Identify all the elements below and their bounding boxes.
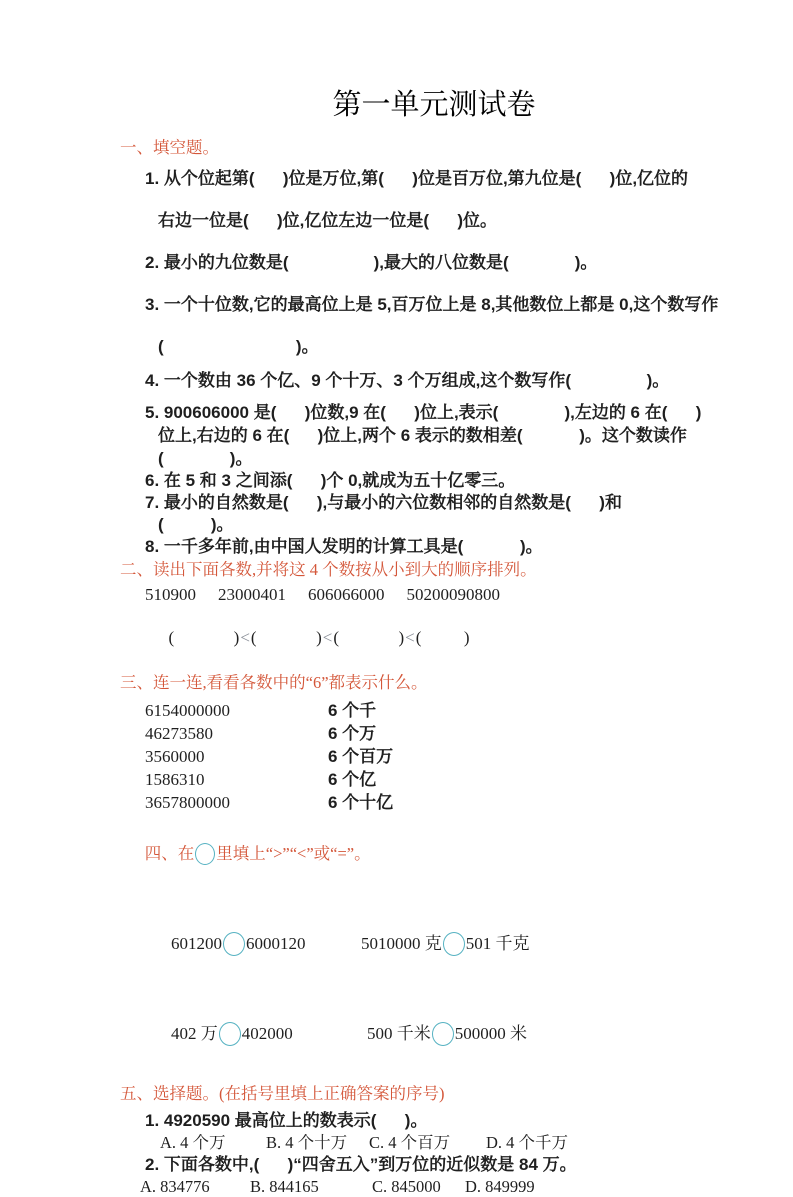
compare-row xyxy=(120,995,748,1073)
s1-q8: 8. 一千多年前,由中国人发明的计算工具是( )。 xyxy=(145,537,543,557)
compare-right: 6000120 xyxy=(246,934,306,954)
section-4-heading xyxy=(120,815,748,893)
s2-number-list xyxy=(120,585,748,605)
match-label: 6 个百万 xyxy=(328,747,394,767)
match-label: 6 个万 xyxy=(328,724,377,744)
section-5-heading: 五、选择题。(在括号里填上正确答案的序号) xyxy=(120,1084,445,1104)
compare-circle-icon xyxy=(443,932,465,956)
s2-number: 606066000 xyxy=(308,585,385,605)
section-3-heading: 三、连一连,看看各数中的“6”都表示什么。 xyxy=(120,673,428,693)
match-row xyxy=(120,723,748,744)
choice-d: D. 4 个千万 xyxy=(486,1133,569,1153)
s1-q7-line1: 7. 最小的自然数是( ),与最小的六位数相邻的自然数是( )和 xyxy=(145,493,622,513)
s4-heading-pre: 四、在 xyxy=(144,844,195,864)
choice-a: A. 834776 xyxy=(140,1177,210,1197)
match-label: 6 个十亿 xyxy=(328,793,394,813)
compare-left: 5010000 克 xyxy=(361,934,442,954)
compare-left: 500 千米 xyxy=(367,1024,431,1044)
compare-right: 402000 xyxy=(241,1024,293,1044)
s5-q2: 2. 下面各数中,( )“四舍五入”到万位的近似数是 84 万。 xyxy=(145,1155,577,1175)
choice-d: D. 849999 xyxy=(465,1177,535,1197)
compare-pair xyxy=(327,905,530,983)
less-than-sign: < xyxy=(405,628,415,648)
match-number: 46273580 xyxy=(145,724,213,744)
s1-q5-line1: 5. 900606000 是( )位数,9 在( )位上,表示( ),左边的 6 在( ) xyxy=(145,403,702,423)
match-row xyxy=(120,746,748,767)
compare-pair xyxy=(137,995,333,1073)
choice-a: A. 4 个万 xyxy=(160,1133,226,1153)
compare-row xyxy=(120,905,748,983)
choice-c: C. 845000 xyxy=(372,1177,441,1197)
match-number: 3657800000 xyxy=(145,793,230,813)
answer-slot: ( ) xyxy=(250,628,322,648)
answer-slot: ( ) xyxy=(333,628,405,648)
match-row xyxy=(120,700,748,721)
section-1-heading: 一、填空题。 xyxy=(120,138,219,158)
match-label: 6 个亿 xyxy=(328,770,377,790)
compare-right: 501 千克 xyxy=(465,934,530,954)
compare-pair xyxy=(137,905,327,983)
choice-c: C. 4 个百万 xyxy=(369,1133,451,1153)
compare-left: 601200 xyxy=(171,934,222,954)
s4-heading-post: 里填上“>”“<”或“=”。 xyxy=(216,844,371,864)
s1-q5-line2: 位上,右边的 6 在( )位上,两个 6 表示的数相差( )。这个数读作 xyxy=(158,426,687,446)
compare-right: 500000 米 xyxy=(454,1024,527,1044)
compare-circle-icon xyxy=(195,843,215,865)
match-number: 6154000000 xyxy=(145,701,230,721)
less-than-sign: < xyxy=(240,628,250,648)
s2-number: 50200090800 xyxy=(406,585,500,605)
match-label: 6 个千 xyxy=(328,701,377,721)
choice-b: B. 4 个十万 xyxy=(266,1133,348,1153)
section-2-heading: 二、读出下面各数,并将这 4 个数按从小到大的顺序排列。 xyxy=(120,560,537,580)
s2-ordering-blanks xyxy=(120,608,748,668)
compare-circle-icon xyxy=(223,932,245,956)
answer-slot: ( ) xyxy=(415,628,470,648)
s1-q4: 4. 一个数由 36 个亿、9 个十万、3 个万组成,这个数写作( )。 xyxy=(145,371,670,391)
paper-content xyxy=(120,86,748,1197)
s1-q2: 2. 最小的九位数是( ),最大的八位数是( )。 xyxy=(145,253,598,273)
choice-b: B. 844165 xyxy=(250,1177,319,1197)
s5-q1: 1. 4920590 最高位上的数表示( )。 xyxy=(145,1111,428,1131)
s1-q1-line2: 右边一位是( )位,亿位左边一位是( )位。 xyxy=(158,211,498,231)
s5-q2-choices xyxy=(120,1177,748,1197)
match-number: 3560000 xyxy=(145,747,205,767)
compare-circle-icon xyxy=(219,1022,241,1046)
answer-slot: ( ) xyxy=(168,628,240,648)
s1-q3-line2: ( )。 xyxy=(158,337,319,357)
match-number: 1586310 xyxy=(145,770,205,790)
s1-q3-line1: 3. 一个十位数,它的最高位上是 5,百万位上是 8,其他数位上都是 0,这个数写作 xyxy=(145,295,719,315)
s2-number: 23000401 xyxy=(218,585,286,605)
compare-circle-icon xyxy=(432,1022,454,1046)
s1-q5-line3: ( )。 xyxy=(158,449,253,469)
s1-q1-line1: 1. 从个位起第( )位是万位,第( )位是百万位,第九位是( )位,亿位的 xyxy=(145,169,689,189)
page-title: 第一单元测试卷 xyxy=(332,89,536,121)
match-row xyxy=(120,769,748,790)
compare-left: 402 万 xyxy=(171,1024,218,1044)
s1-q7-line2: ( )。 xyxy=(158,515,234,535)
s1-q6: 6. 在 5 和 3 之间添( )个 0,就成为五十亿零三。 xyxy=(145,471,516,491)
less-than-sign: < xyxy=(322,628,333,648)
s2-number: 510900 xyxy=(145,585,196,605)
s5-q1-choices xyxy=(120,1133,748,1153)
match-row xyxy=(120,792,748,813)
compare-pair xyxy=(333,995,527,1073)
